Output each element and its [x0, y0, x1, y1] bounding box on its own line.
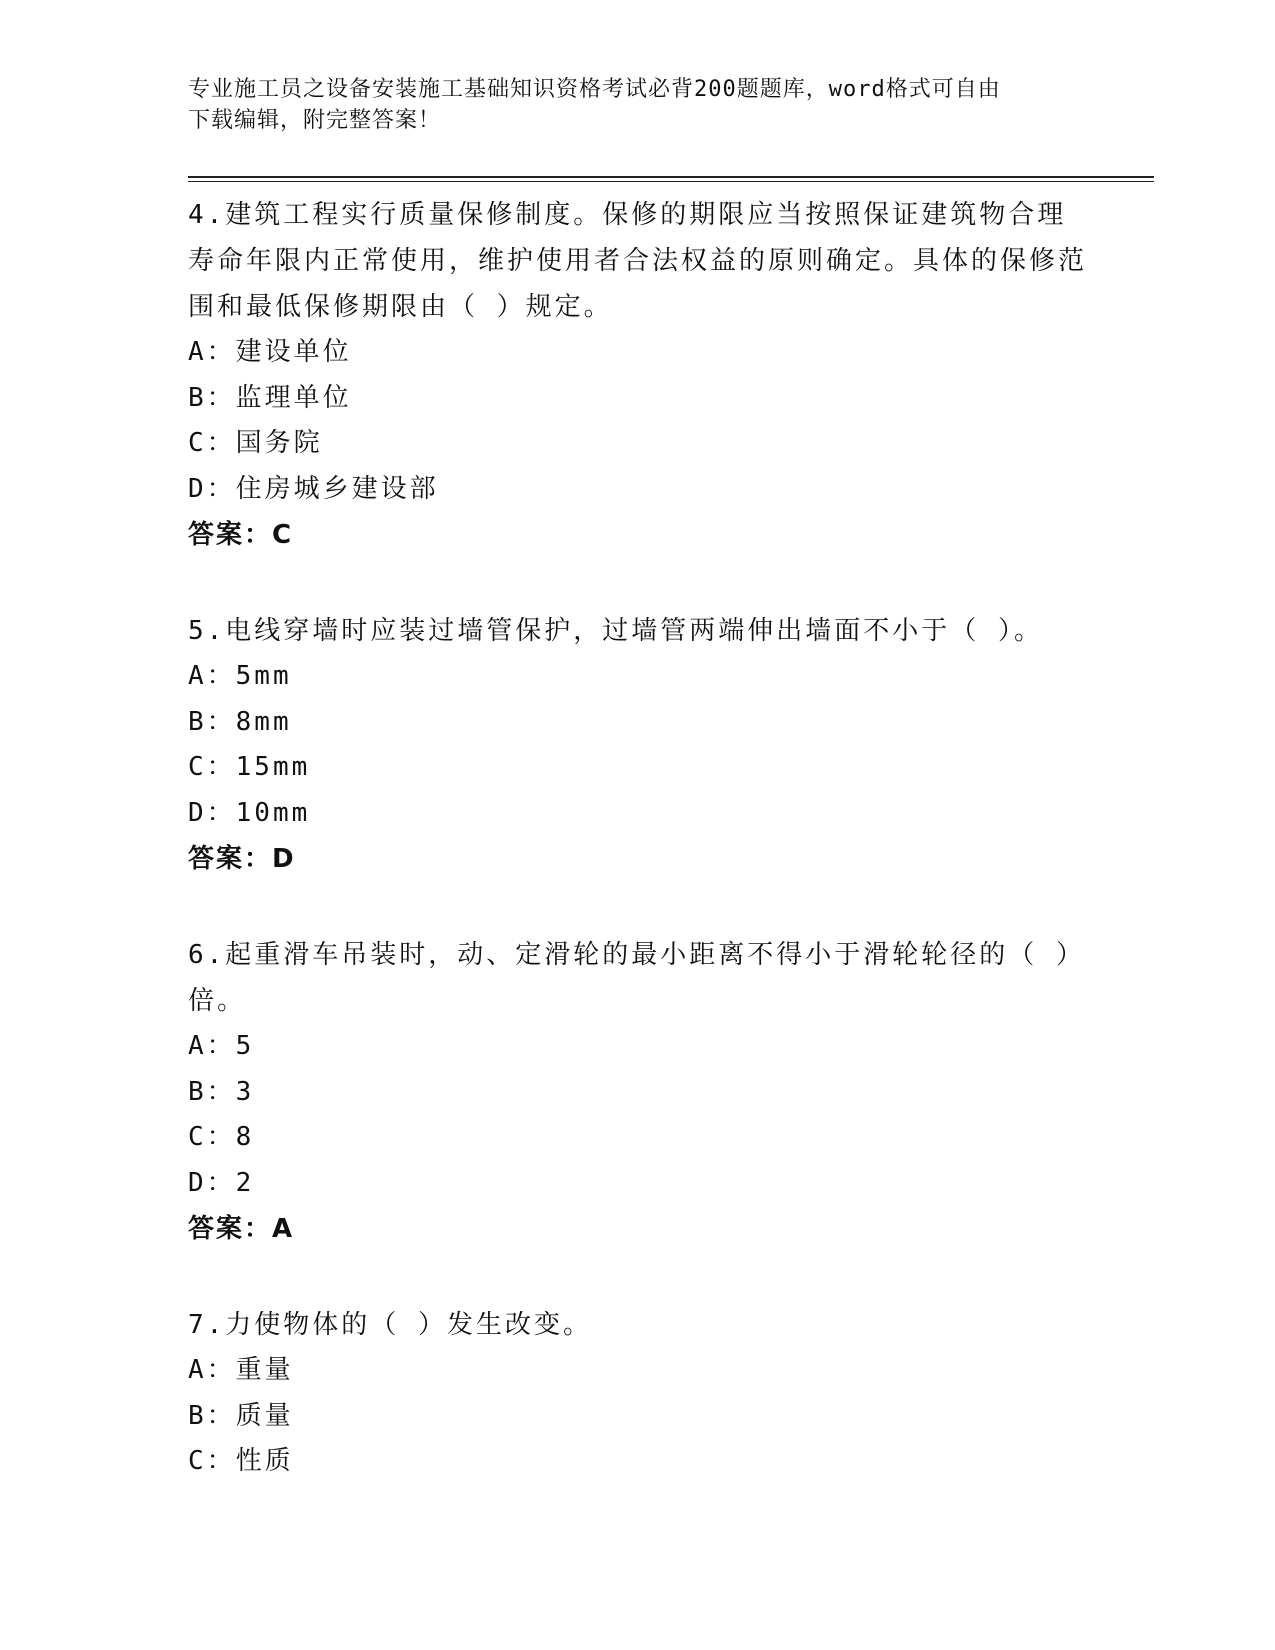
- option-letter: A：: [188, 1355, 236, 1385]
- option-a: [188, 1024, 1088, 1070]
- header-divider-thick: [188, 176, 1154, 178]
- option-letter: A：: [188, 337, 236, 367]
- option-text: 2: [235, 1167, 255, 1198]
- option-letter: C：: [188, 428, 236, 458]
- option-letter: D：: [188, 1167, 236, 1198]
- option-text: 质量: [235, 1400, 294, 1431]
- option-c: [188, 421, 1088, 467]
- option-text: 3: [235, 1076, 255, 1107]
- option-a: [188, 330, 1088, 376]
- option-c: [188, 1439, 1088, 1485]
- option-c: [188, 745, 1088, 791]
- option-text: 建设单位: [235, 337, 352, 367]
- answer-text: 答案：C: [188, 520, 294, 550]
- option-letter: B：: [188, 1400, 236, 1431]
- option-text: 国务院: [235, 428, 323, 458]
- option-letter: B：: [188, 382, 236, 413]
- question-item: [188, 932, 1088, 1252]
- document-header: [188, 74, 1088, 136]
- option-letter: B：: [188, 706, 236, 737]
- option-text: 10mm: [235, 797, 311, 828]
- option-text: 15mm: [235, 752, 311, 782]
- option-text: 监理单位: [235, 382, 352, 413]
- option-c: [188, 1115, 1088, 1161]
- option-b: [188, 700, 1088, 746]
- answer-text: 答案：D: [188, 844, 296, 874]
- answer-text: 答案：A: [188, 1214, 295, 1244]
- question-text: 7.力使物体的（ ）发生改变。: [188, 1310, 592, 1340]
- option-text: 5: [235, 1031, 255, 1061]
- question-list: [188, 192, 1088, 1535]
- option-text: 性质: [235, 1446, 294, 1476]
- option-a: [188, 1348, 1088, 1394]
- header-divider-thin: [188, 181, 1154, 182]
- header-line-1: 专业施工员之设备安装施工基础知识资格考试必背200题题库，word格式可自由: [188, 77, 1001, 102]
- option-d: [188, 467, 1088, 513]
- option-text: 5mm: [235, 661, 292, 691]
- option-text: 重量: [235, 1355, 294, 1385]
- question-text: 6.起重滑车吊装时，动、定滑轮的最小距离不得小于滑轮轮径的（ ）倍。: [188, 940, 1085, 1016]
- option-letter: A：: [188, 1031, 236, 1061]
- question-item: [188, 1302, 1088, 1485]
- option-letter: A：: [188, 661, 236, 691]
- option-text: 住房城乡建设部: [235, 473, 439, 504]
- option-a: [188, 654, 1088, 700]
- option-letter: B：: [188, 1076, 236, 1107]
- question-item: [188, 192, 1088, 558]
- header-line-2: 下载编辑，附完整答案！: [188, 108, 442, 133]
- option-d: [188, 1161, 1088, 1207]
- option-text: 8: [235, 1122, 255, 1152]
- question-item: [188, 608, 1088, 882]
- option-d: [188, 791, 1088, 837]
- option-b: [188, 376, 1088, 422]
- question-text: 4.建筑工程实行质量保修制度。保修的期限应当按照保证建筑物合理寿命年限内正常使用，维护使用者合法权益的原则确定。具体的保修范围和最低保修期限由（ ）规定。: [188, 200, 1088, 322]
- option-letter: C：: [188, 1446, 236, 1476]
- option-b: [188, 1394, 1088, 1440]
- option-letter: D：: [188, 473, 236, 504]
- option-b: [188, 1070, 1088, 1116]
- question-text: 5.电线穿墙时应装过墙管保护，过墙管两端伸出墙面不小于（ ）。: [188, 616, 1043, 646]
- option-letter: D：: [188, 797, 236, 828]
- option-letter: C：: [188, 1122, 236, 1152]
- option-letter: C：: [188, 752, 236, 782]
- option-text: 8mm: [235, 706, 292, 737]
